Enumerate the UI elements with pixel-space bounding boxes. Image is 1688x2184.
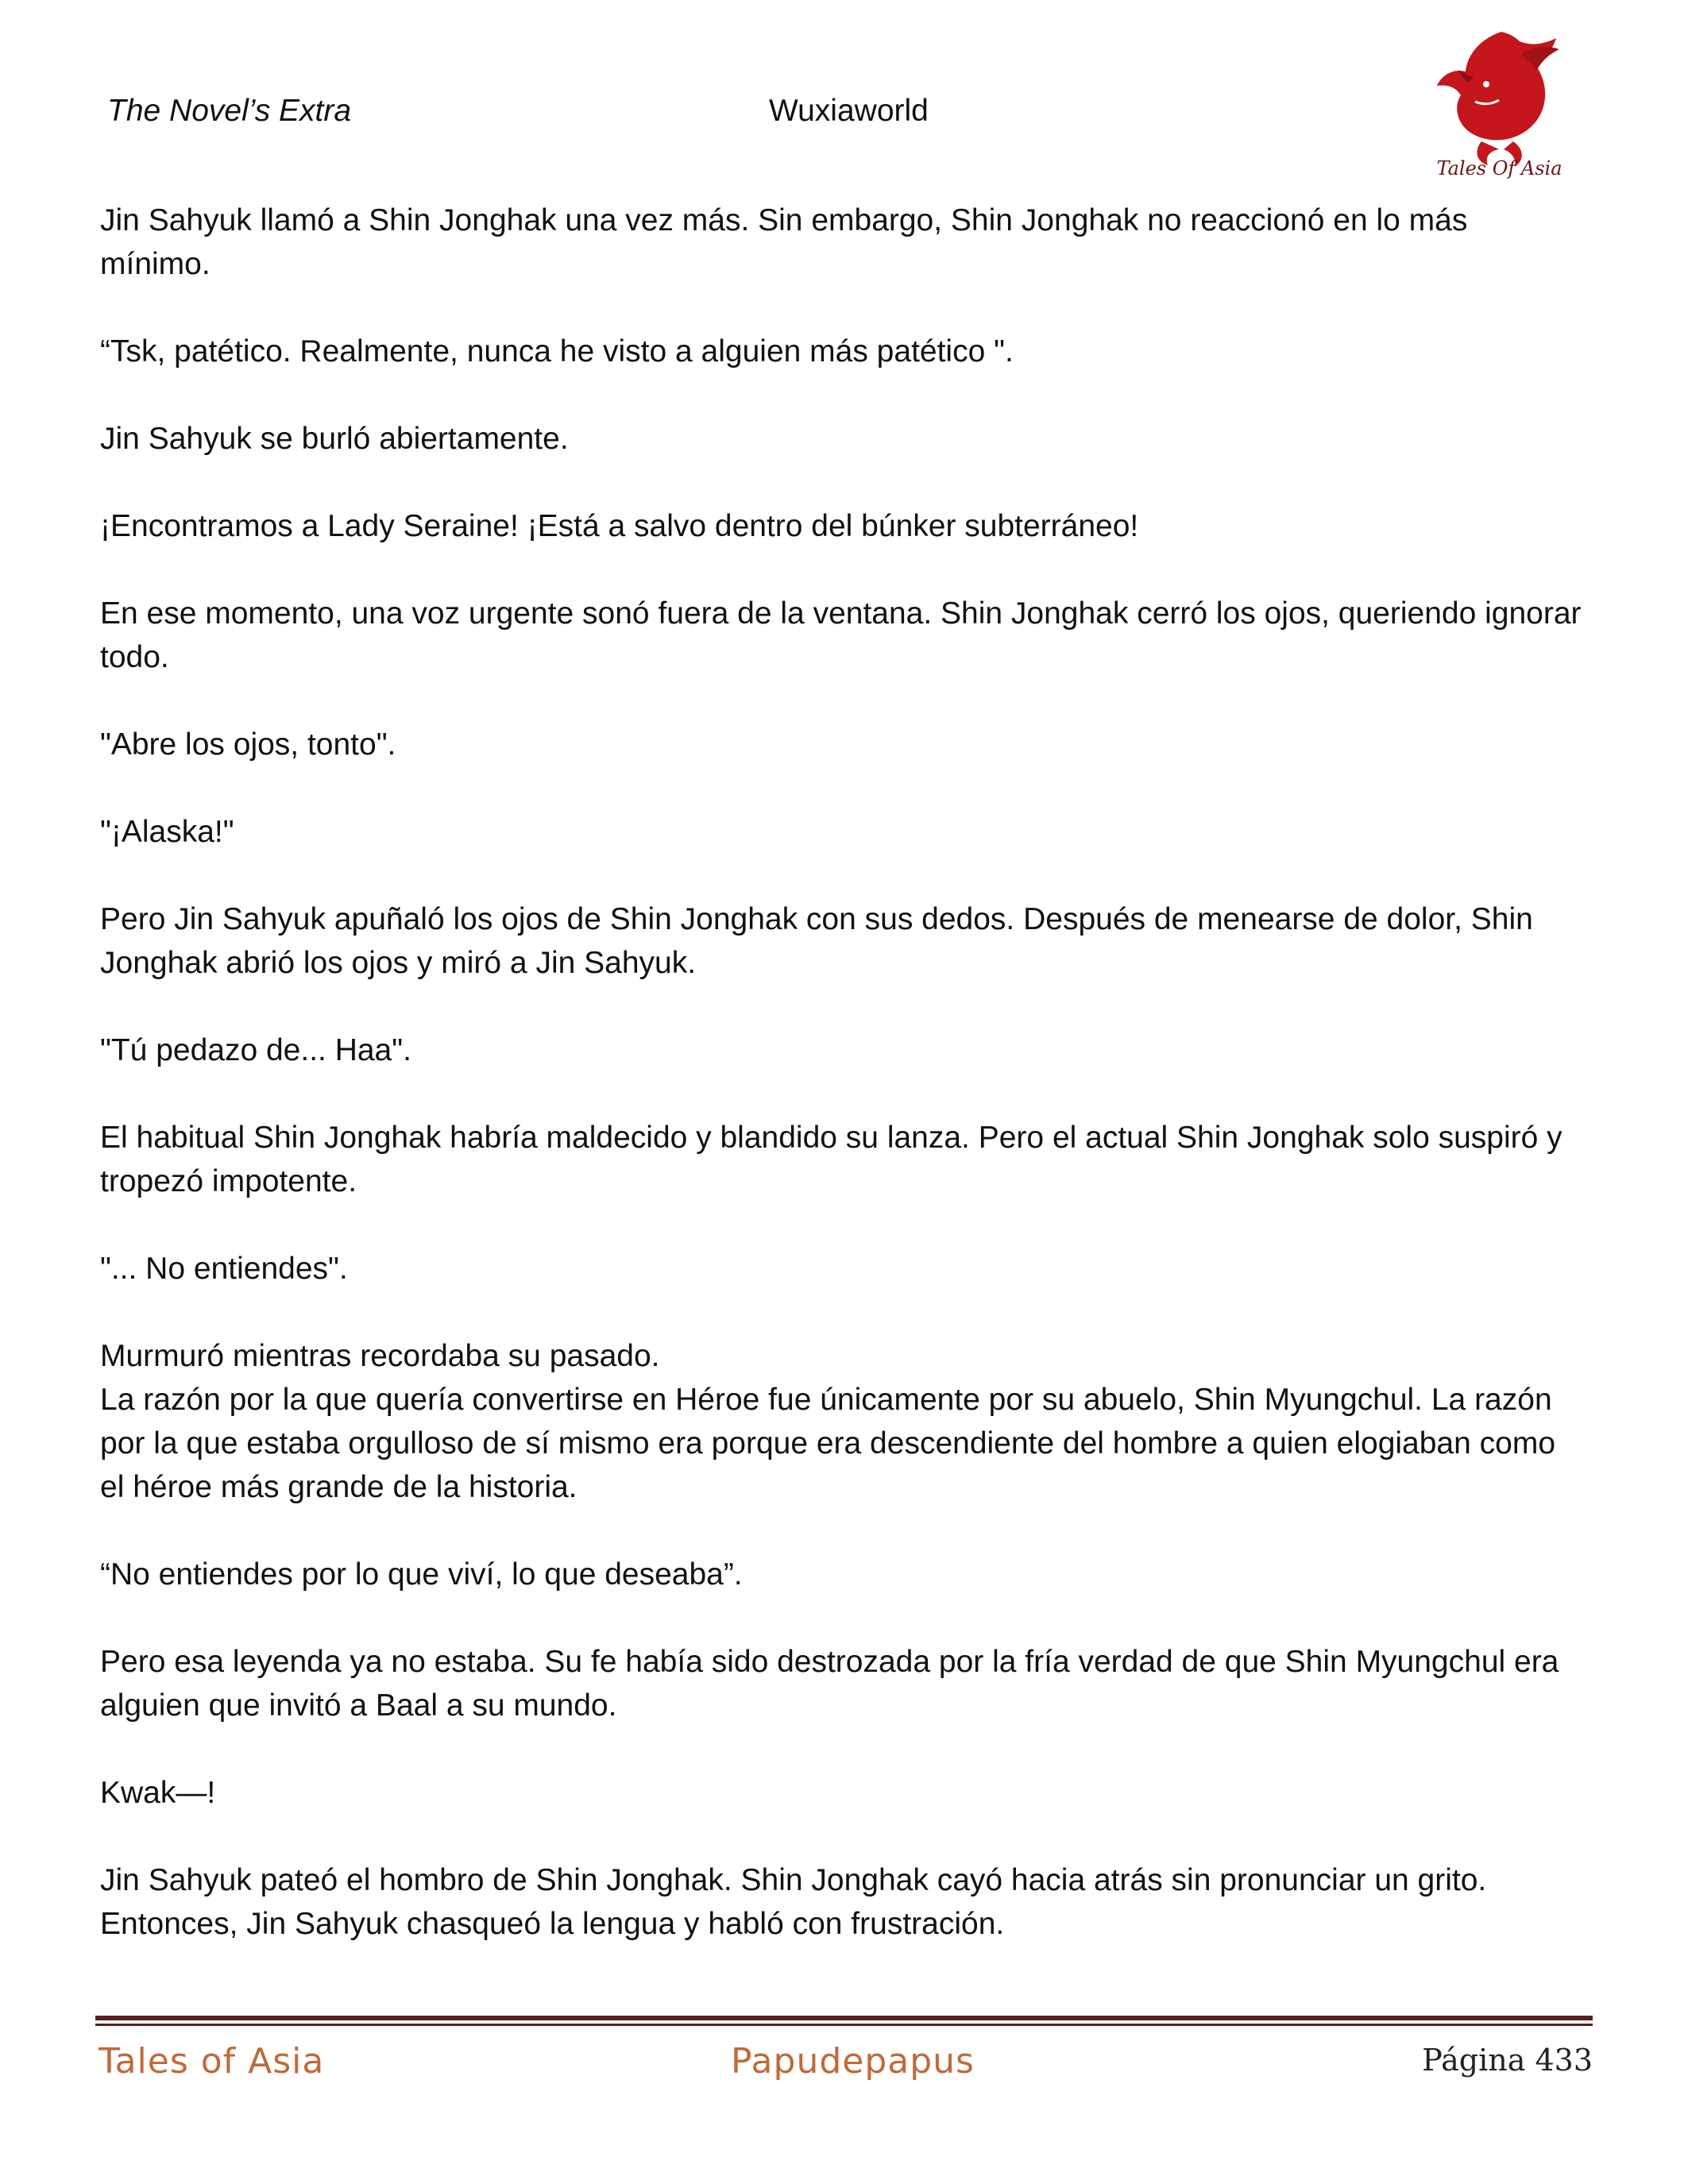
footer-divider-thin bbox=[95, 2024, 1593, 2026]
paragraph: Pero esa leyenda ya no estaba. Su fe había sido destrozada por la fría verdad de que Shin Myungchul era alguien que invitó a Baal a su mundo. bbox=[100, 1645, 1559, 1723]
book-title: The Novel’s Extra bbox=[107, 94, 352, 128]
paragraph: "Tú pedazo de... Haa". bbox=[100, 1033, 411, 1067]
page-number: Página 433 bbox=[1422, 2043, 1593, 2078]
paragraph: “Tsk, patético. Realmente, nunca he visto a alguien más patético ". bbox=[100, 334, 1014, 369]
chapter-body bbox=[100, 199, 1586, 1989]
paragraph: El habitual Shin Jonghak habría maldecido y blandido su lanza. Pero el actual Shin Jonghak solo suspiró y tropezó impotente. bbox=[100, 1121, 1562, 1198]
paragraph: Murmuró mientras recordaba su pasado. bbox=[100, 1339, 660, 1373]
paragraph: "Abre los ojos, tonto". bbox=[100, 727, 396, 762]
paragraph: "... No entiendes". bbox=[100, 1252, 348, 1286]
paragraph: ¡Encontramos a Lady Seraine! ¡Está a salvo dentro del búnker subterráneo! bbox=[100, 509, 1139, 543]
logo-text: Tales Of Asia bbox=[1436, 157, 1562, 179]
paragraph: Kwak—! bbox=[100, 1776, 216, 1810]
paragraph: Jin Sahyuk se burló abiertamente. bbox=[100, 422, 569, 456]
site-name: Wuxiaworld bbox=[769, 94, 929, 128]
footer-divider bbox=[95, 2016, 1593, 2020]
paragraph: "¡Alaska!" bbox=[100, 815, 234, 849]
paragraph: La razón por la que quería convertirse en Héroe fue únicamente por su abuelo, Shin Myungchul. La razón por la que estaba orgulloso de sí mismo era porque era descendiente del hombre a quien elogiaban como el héroe más grande de la historia. bbox=[100, 1383, 1556, 1504]
paragraph: “No entiendes por lo que viví, lo que deseaba”. bbox=[100, 1557, 743, 1592]
paragraph: Pero Jin Sahyuk apuñaló los ojos de Shin Jonghak con sus dedos. Después de menearse de dolor, Shin Jonghak abrió los ojos y miró a Jin Sahyuk. bbox=[100, 902, 1533, 980]
paragraph: Jin Sahyuk llamó a Shin Jonghak una vez más. Sin embargo, Shin Jonghak no reaccionó en lo más mínimo. bbox=[100, 203, 1468, 281]
footer-brand: Tales of Asia bbox=[98, 2041, 325, 2082]
paragraph: En ese momento, una voz urgente sonó fuera de la ventana. Shin Jonghak cerró los ojos, queriendo ignorar todo. bbox=[100, 596, 1582, 674]
footer-translator: Papudepapus bbox=[731, 2041, 975, 2082]
paragraph: Jin Sahyuk pateó el hombro de Shin Jonghak. Shin Jonghak cayó hacia atrás sin pronunciar un grito. Entonces, Jin Sahyuk chasqueó la lengua y habló con frustración. bbox=[100, 1863, 1487, 1941]
